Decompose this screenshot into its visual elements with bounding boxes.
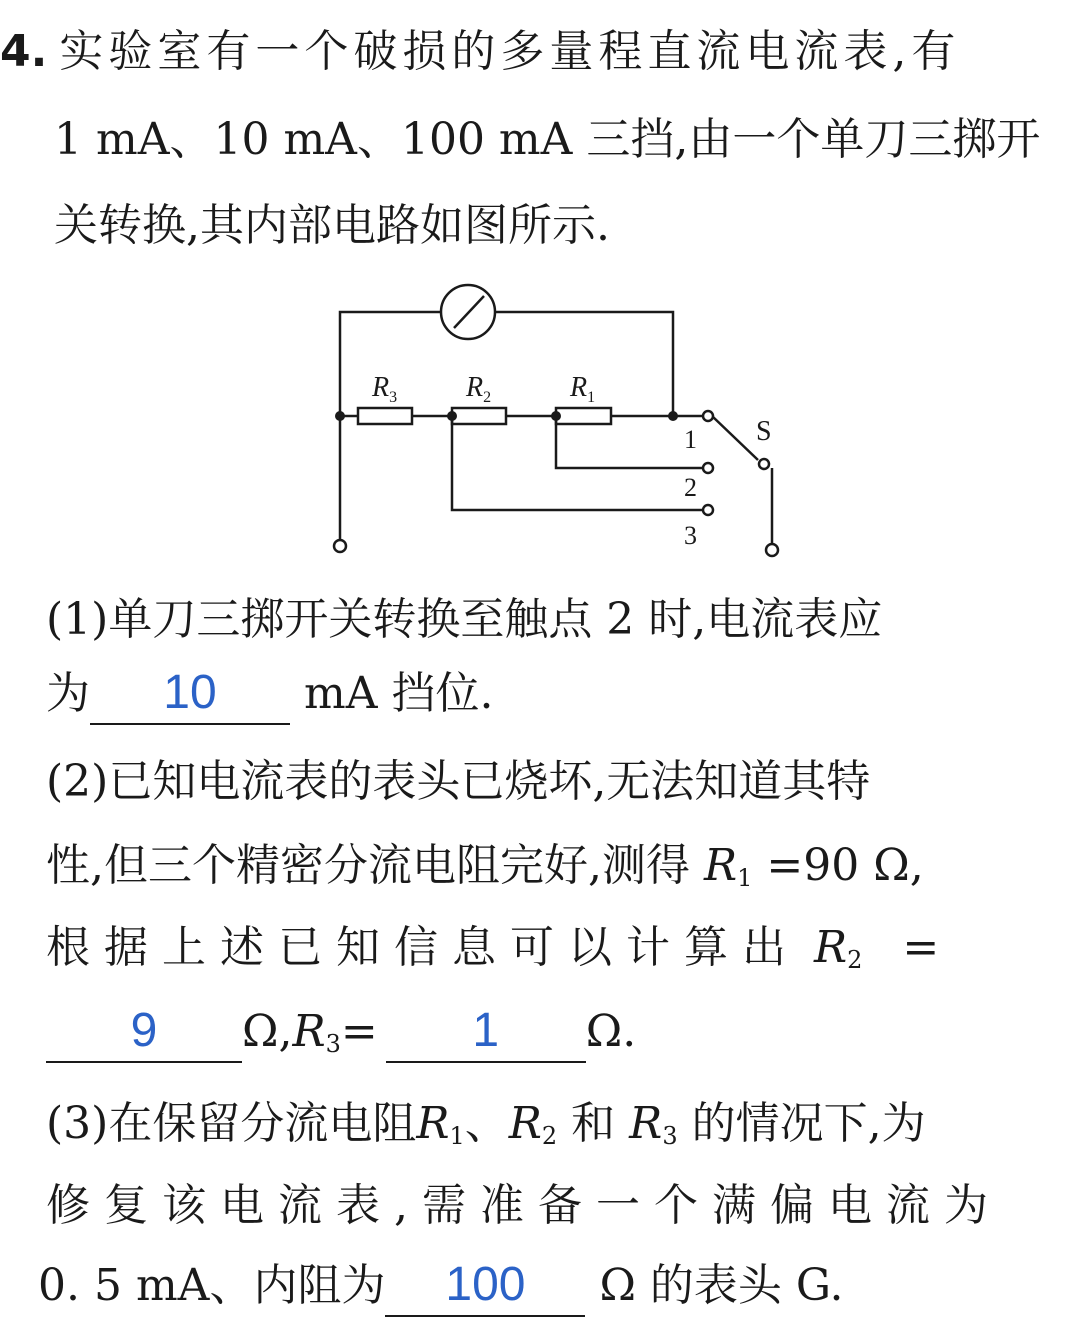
q2-text-2b: =90 Ω, xyxy=(766,840,924,891)
label-switch: S xyxy=(756,416,772,447)
stem-text-2: 1 mA、10 mA、100 mA 三挡,由一个单刀三掷开 xyxy=(54,114,1041,165)
problem-number: 4. xyxy=(0,26,48,77)
q1-answer: 10 xyxy=(163,666,217,719)
q3-r3-sub: 3 xyxy=(662,1122,678,1150)
q1-text: (1)单刀三掷开关转换至触点 2 时,电流表应 xyxy=(46,594,883,645)
terminal-left xyxy=(334,540,346,552)
q2-text-2a: 性,但三个精密分流电阻完好,测得 xyxy=(46,840,690,891)
q1-prefix: 为 xyxy=(46,668,90,719)
q2-r1-symbol: R xyxy=(703,840,738,891)
q1-suffix: mA 挡位. xyxy=(304,668,494,719)
q2-r2-sub: 2 xyxy=(847,946,863,974)
q2-answer-r3: 1 xyxy=(472,1004,500,1057)
q3-line-1 xyxy=(46,1094,1087,1166)
q2-end: Ω. xyxy=(585,1006,637,1057)
q3-r1-symbol: R xyxy=(416,1098,450,1149)
q3-text-3b: Ω 的表头 G. xyxy=(599,1260,844,1311)
q3-and: 和 xyxy=(571,1098,616,1149)
q3-line-2 xyxy=(46,1176,1087,1236)
q3-sep: 、 xyxy=(464,1098,509,1149)
q1-line-2 xyxy=(46,664,1087,725)
q2-r1-sub: 1 xyxy=(737,864,753,892)
stem-line-2 xyxy=(54,110,1087,170)
junction-r3-r2 xyxy=(447,411,457,421)
q2-r3-symbol: R xyxy=(292,1006,326,1057)
contact-2 xyxy=(703,463,713,473)
stem-text-3: 关转换,其内部电路如图所示. xyxy=(54,200,610,251)
label-contact-2: 2 xyxy=(684,473,697,502)
q2-text-3a: 根据上述已知信息可以计算出 xyxy=(46,922,800,973)
junction-right xyxy=(668,411,678,421)
label-r1: $R_1$ xyxy=(570,372,596,406)
ammeter-needle xyxy=(454,296,484,328)
q3-answer: 100 xyxy=(445,1258,526,1311)
q2-line-1 xyxy=(46,752,1087,812)
q2-r3-eq: = xyxy=(340,1006,378,1057)
stem-line-3 xyxy=(54,196,1087,256)
q2-r3-sub: 3 xyxy=(325,1030,341,1058)
q3-line-3 xyxy=(38,1256,1087,1317)
label-r2: $R_2$ xyxy=(466,372,492,406)
q3-text-1b: 的情况下,为 xyxy=(691,1098,926,1149)
q2-line-3 xyxy=(46,918,1087,990)
q3-r2-sub: 2 xyxy=(541,1122,558,1150)
contact-1 xyxy=(703,411,713,421)
q3-text-2: 修复该电流表,需准备一个满偏电流为 xyxy=(46,1180,1002,1231)
stem-line-1 xyxy=(0,22,1087,82)
q2-blank-r3 xyxy=(386,1002,586,1063)
q2-r2-eq: = xyxy=(902,922,940,973)
stem-text-1: 实验室有一个破损的多量程直流电流表,有 xyxy=(59,26,961,77)
resistor-r2 xyxy=(452,408,506,424)
junction-r2-r1 xyxy=(551,411,561,421)
q2-blank-r2 xyxy=(46,1002,242,1063)
resistor-r1 xyxy=(556,408,611,424)
resistor-r3 xyxy=(358,408,412,424)
switch-pivot xyxy=(759,459,769,469)
q2-r2-symbol: R xyxy=(814,922,848,973)
q2-line-2 xyxy=(46,836,1087,908)
q3-r2-symbol: R xyxy=(508,1098,542,1149)
q1-blank xyxy=(90,664,290,725)
q2-line-4 xyxy=(46,1002,1087,1074)
q3-r1-sub: 1 xyxy=(449,1122,465,1150)
q3-r3-symbol: R xyxy=(629,1098,663,1149)
switch-blade xyxy=(712,416,758,460)
q3-text-3a: 0. 5 mA、内阻为 xyxy=(38,1260,386,1311)
q3-text-1a: (3)在保留分流电阻 xyxy=(46,1098,417,1149)
q2-mid: Ω, xyxy=(242,1006,293,1057)
q2-text-1: (2)已知电流表的表头已烧坏,无法知道其特 xyxy=(46,756,871,807)
label-contact-1: 1 xyxy=(684,425,697,454)
wire-contact-3 xyxy=(452,416,703,510)
label-r3: $R_3$ xyxy=(372,372,398,406)
q3-blank xyxy=(385,1256,585,1317)
q1-line-1 xyxy=(46,590,1087,650)
q2-answer-r2: 9 xyxy=(130,1004,158,1057)
contact-3 xyxy=(703,505,713,515)
circuit-diagram xyxy=(318,282,798,562)
label-contact-3: 3 xyxy=(684,521,697,550)
terminal-right xyxy=(766,544,778,556)
junction-left xyxy=(335,411,345,421)
